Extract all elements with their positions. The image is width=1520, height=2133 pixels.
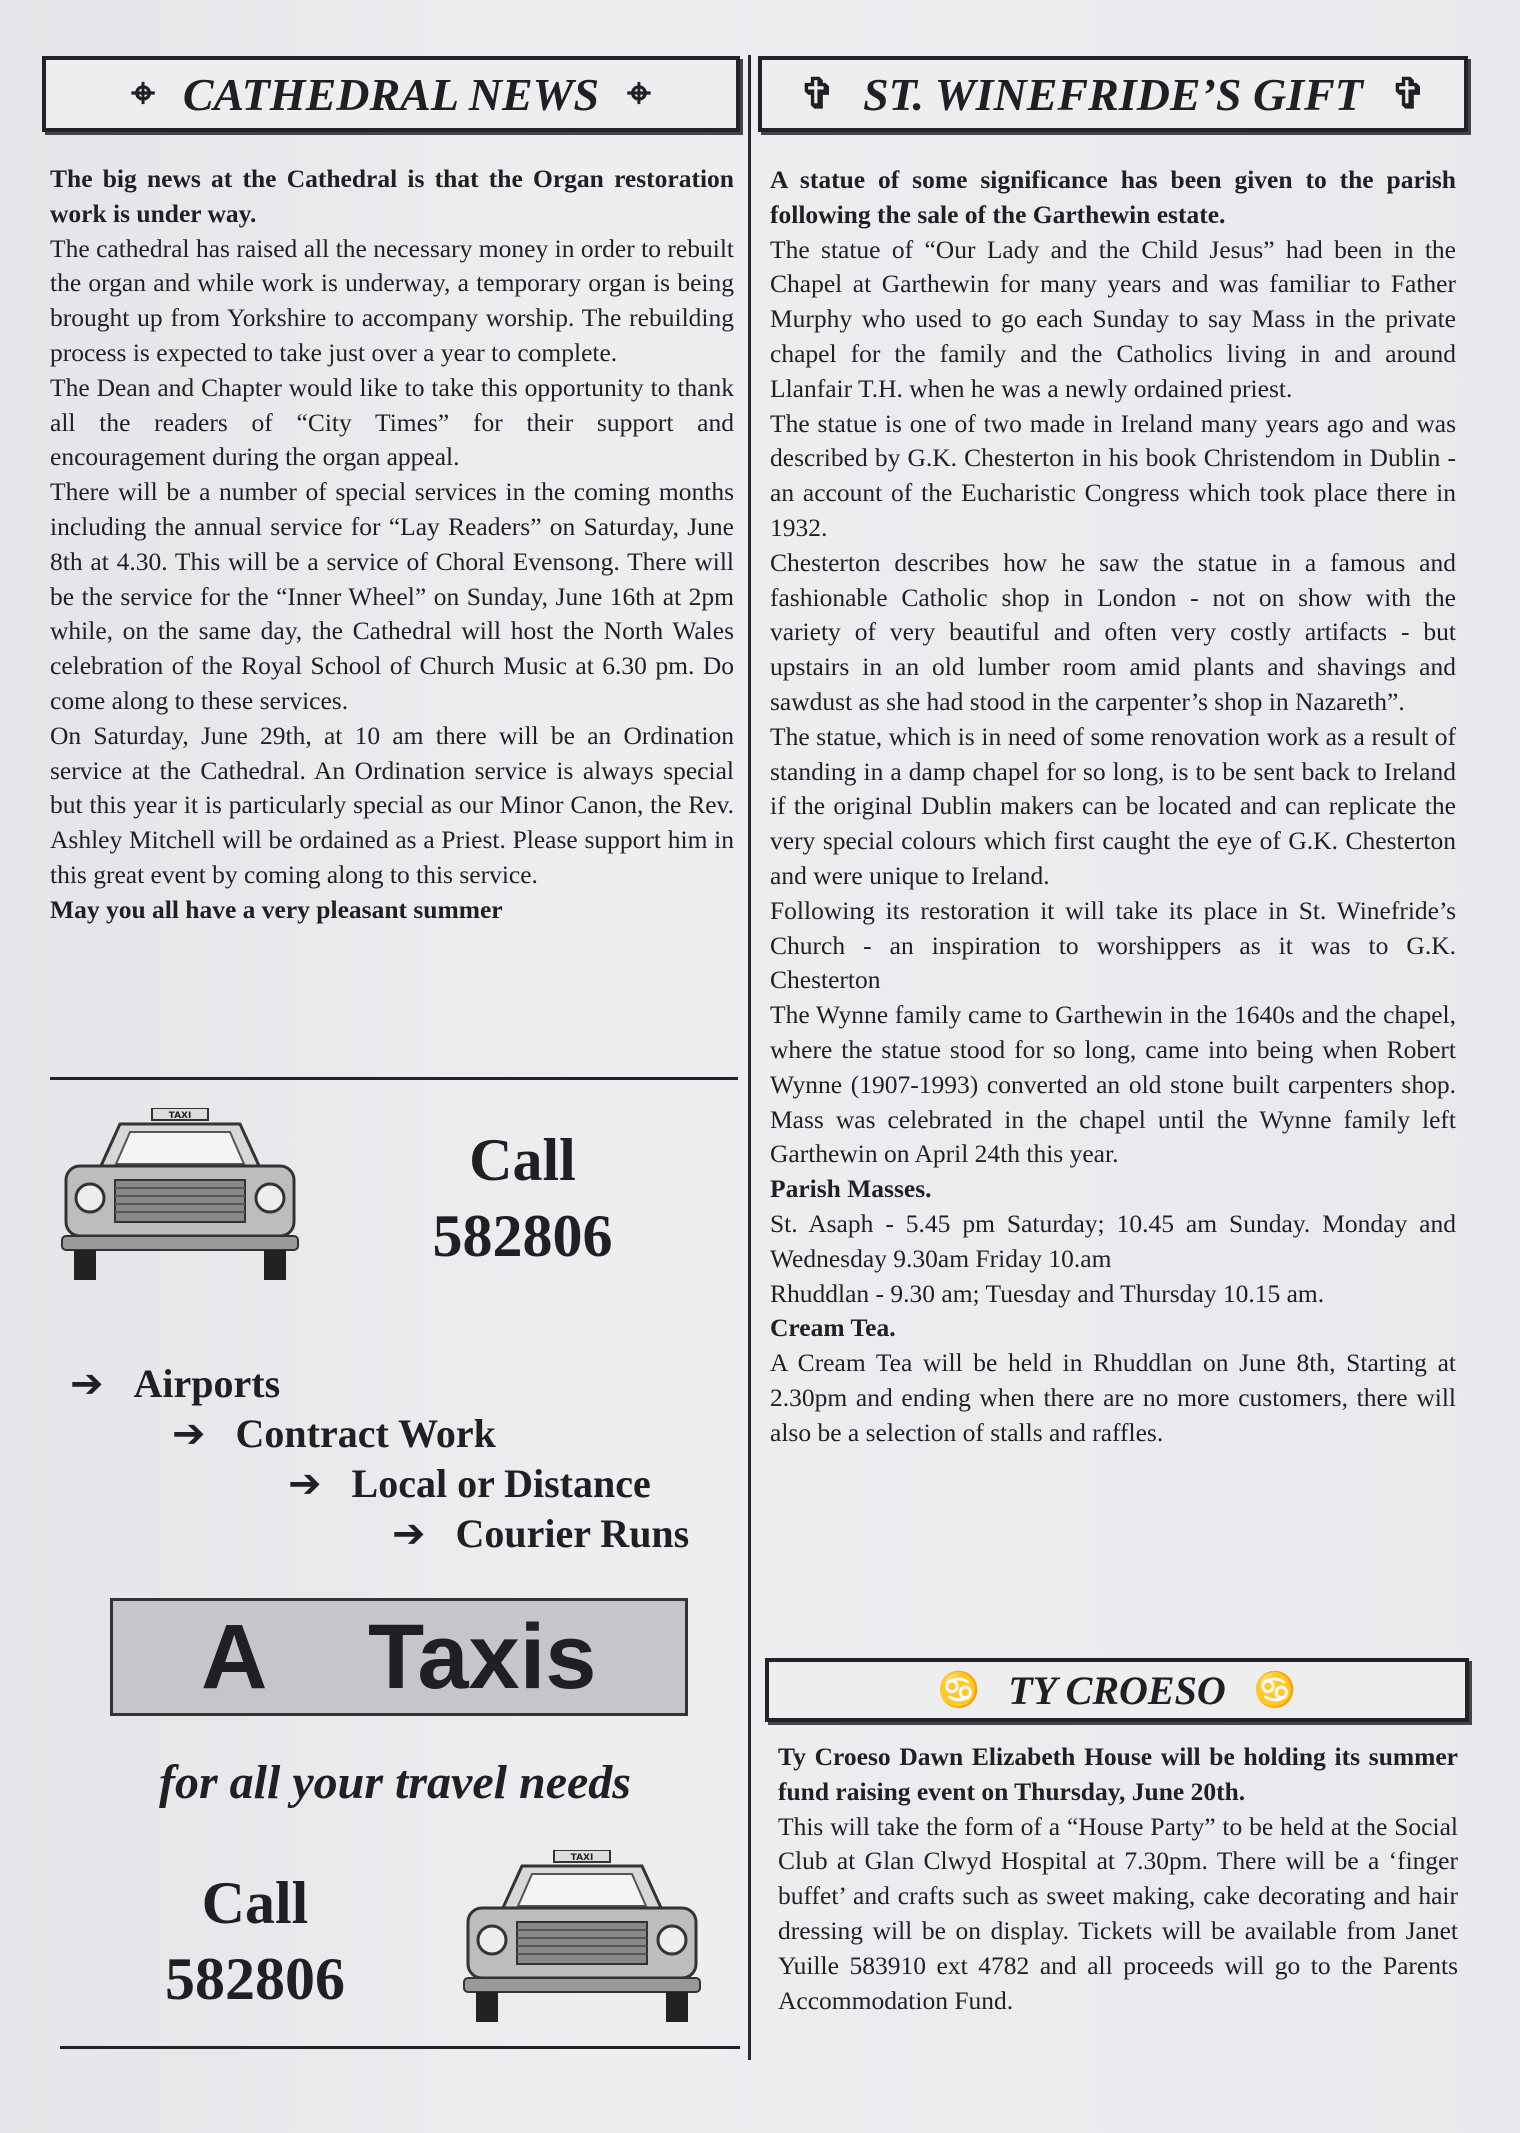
cross-icon: ⌖ bbox=[131, 71, 155, 117]
taxi-sign-text: TAXI bbox=[168, 1111, 192, 1121]
brand-a: A bbox=[201, 1606, 268, 1708]
cathedral-news-title: CATHEDRAL NEWS bbox=[182, 68, 600, 120]
phone-number: 582806 bbox=[432, 1203, 613, 1269]
cross-icon: ✞ bbox=[799, 72, 836, 118]
arrow-right-icon: ➔ bbox=[70, 1360, 104, 1407]
taxi-sign-text: TAXI bbox=[570, 1853, 594, 1863]
service-item bbox=[70, 1360, 280, 1407]
winefride-paragraph: Following its restoration it will take its place in St. Winefride’s Church - an inspiration to worshippers as it was to G.K. Chesterton bbox=[770, 895, 1456, 995]
call-number-block bbox=[400, 1122, 645, 1274]
winefride-lead: A statue of some significance has been given to the parish following the sale of the Garthewin estate. bbox=[770, 165, 1456, 229]
service-item bbox=[288, 1460, 651, 1507]
section-rule bbox=[60, 2046, 740, 2049]
masses-heading: Parish Masses. bbox=[770, 1174, 932, 1204]
winefride-paragraph: The statue of “Our Lady and the Child Jesus” had been in the Chapel at Garthewin for many years and was familiar to Father Murphy who used to go each Sunday to say Mass in the private chapel for the family and the Catholics living in and around Llanfair T.H. when he was a newly ordained priest. bbox=[770, 234, 1456, 403]
cancer-sign-icon: ♋ bbox=[1253, 1672, 1297, 1709]
cathedral-paragraph: There will be a number of special services in the coming months including the annual service for “Lay Readers” on Saturday, June 8th at 4.30. This will be a service of Choral Evensong. There will be the service for the “Inner Wheel” on Sunday, June 16th at 2pm while, on the same day, the Cathedral will host the North Wales celebration of the Royal School of Church Music at 6.30 pm. Do come along to these services. bbox=[50, 477, 734, 715]
service-item bbox=[172, 1410, 496, 1457]
winefride-article bbox=[770, 163, 1456, 1450]
winefride-title: ST. WINEFRIDE’S GIFT bbox=[863, 68, 1363, 120]
winefride-paragraph: The statue, which is in need of some renovation work as a result of standing in a damp chapel for so long, is to be sent back to Ireland if the original Dublin makers can be located and can replicate the very special colours which first caught the eye of G.K. Chesterton and were unique to Ireland. bbox=[770, 721, 1456, 890]
winefride-header bbox=[758, 56, 1468, 132]
cathedral-news-header bbox=[42, 56, 740, 132]
ad-tagline: for all your travel needs bbox=[159, 1756, 631, 1809]
a-taxis-banner bbox=[110, 1598, 688, 1716]
service-label: Local or Distance bbox=[351, 1461, 651, 1506]
cross-icon: ✞ bbox=[1390, 72, 1427, 118]
service-label: Courier Runs bbox=[455, 1511, 690, 1556]
cathedral-paragraph: On Saturday, June 29th, at 10 am there will be an Ordination service at the Cathedral. An Ordination service is always special but this year it is particularly special as our Minor Canon, the Rev. Ashley Mitchell will be ordained as a Priest. Please support him in this great event by coming along to this service. bbox=[50, 720, 734, 889]
phone-number: 582806 bbox=[165, 1946, 345, 2012]
ty-croeso-header bbox=[765, 1658, 1469, 1722]
brand-taxis: Taxis bbox=[368, 1606, 597, 1708]
cathedral-paragraph: The cathedral has raised all the necessary money in order to rebuilt the organ and while work is underway, a temporary organ is being brought up from Yorkshire to accompany worship. The rebuilding process is expected to take just over a year to complete. bbox=[50, 233, 734, 367]
cream-tea-text: A Cream Tea will be held in Rhuddlan on June 8th, Starting at 2.30pm and ending when there are no more customers, there will also be a selection of stalls and raffles. bbox=[770, 1348, 1456, 1447]
winefride-paragraph: The Wynne family came to Garthewin in the 1640s and the chapel, where the statue stood for so long, came into being when Robert Wynne (1907-1993) converted an old stone built carpenters shop. Mass was celebrated in the chapel until the Wynne family left Garthewin on April 24th this year. bbox=[770, 1000, 1456, 1169]
service-label: Contract Work bbox=[235, 1411, 496, 1456]
column-divider bbox=[748, 55, 751, 2060]
call-label: Call bbox=[201, 1870, 309, 1936]
arrow-right-icon: ➔ bbox=[392, 1510, 426, 1557]
ty-croeso-article bbox=[778, 1740, 1458, 2018]
arrow-right-icon: ➔ bbox=[172, 1410, 206, 1457]
cream-tea-heading: Cream Tea. bbox=[770, 1313, 896, 1343]
cross-icon: ⌖ bbox=[627, 71, 651, 117]
masses-line: St. Asaph - 5.45 pm Saturday; 10.45 am Sunday. Monday and Wednesday 9.30am Friday 10.am bbox=[770, 1208, 1456, 1273]
section-rule bbox=[50, 1077, 738, 1080]
ty-croeso-text: This will take the form of a “House Party” to be held at the Social Club at Glan Clwyd Hospital at 7.30pm. There will be a ‘finger buffet’ and crafts such as sweet making, cake decorating and hair dressing will be on display. Tickets will be available from Janet Yuille 583910 ext 4782 and all proceeds will go to the Parents Accommodation Fund. bbox=[778, 1811, 1458, 2015]
winefride-paragraph: Chesterton describes how he saw the statue in a famous and fashionable Catholic shop in London - not on show with the variety of very beautiful and often very costly artifacts - but upstairs in an old lumber room amid plants and shavings and sawdust as she had stood in the carpenter’s shop in Nazareth”. bbox=[770, 547, 1456, 716]
ty-croeso-lead: Ty Croeso Dawn Elizabeth House will be holding its summer fund raising event on Thursday, June 20th. bbox=[778, 1742, 1458, 1806]
ty-croeso-title: TY CROESO bbox=[1008, 1667, 1226, 1713]
cancer-sign-icon: ♋ bbox=[937, 1672, 981, 1709]
cathedral-closing: May you all have a very pleasant summer bbox=[50, 894, 503, 924]
service-item bbox=[392, 1510, 689, 1557]
cathedral-lead: The big news at the Cathedral is that the Organ restoration work is under way. bbox=[50, 164, 734, 228]
service-label: Airports bbox=[133, 1361, 281, 1406]
taxi-icon bbox=[462, 1850, 702, 2030]
masses-line: Rhuddlan - 9.30 am; Tuesday and Thursday 10.15 am. bbox=[770, 1278, 1325, 1308]
cathedral-news-article bbox=[50, 162, 734, 928]
taxi-icon bbox=[60, 1108, 300, 1288]
winefride-paragraph: The statue is one of two made in Ireland many years ago and was described by G.K. Chesterton in his book Christendom in Dublin - an account of the Eucharistic Congress which took place there in 1932. bbox=[770, 408, 1456, 542]
cathedral-paragraph: The Dean and Chapter would like to take this opportunity to thank all the readers of “City Times” for their support and encouragement during the organ appeal. bbox=[50, 372, 734, 472]
call-label: Call bbox=[469, 1127, 576, 1193]
arrow-right-icon: ➔ bbox=[288, 1460, 322, 1507]
call-number-block-2 bbox=[130, 1865, 380, 2017]
